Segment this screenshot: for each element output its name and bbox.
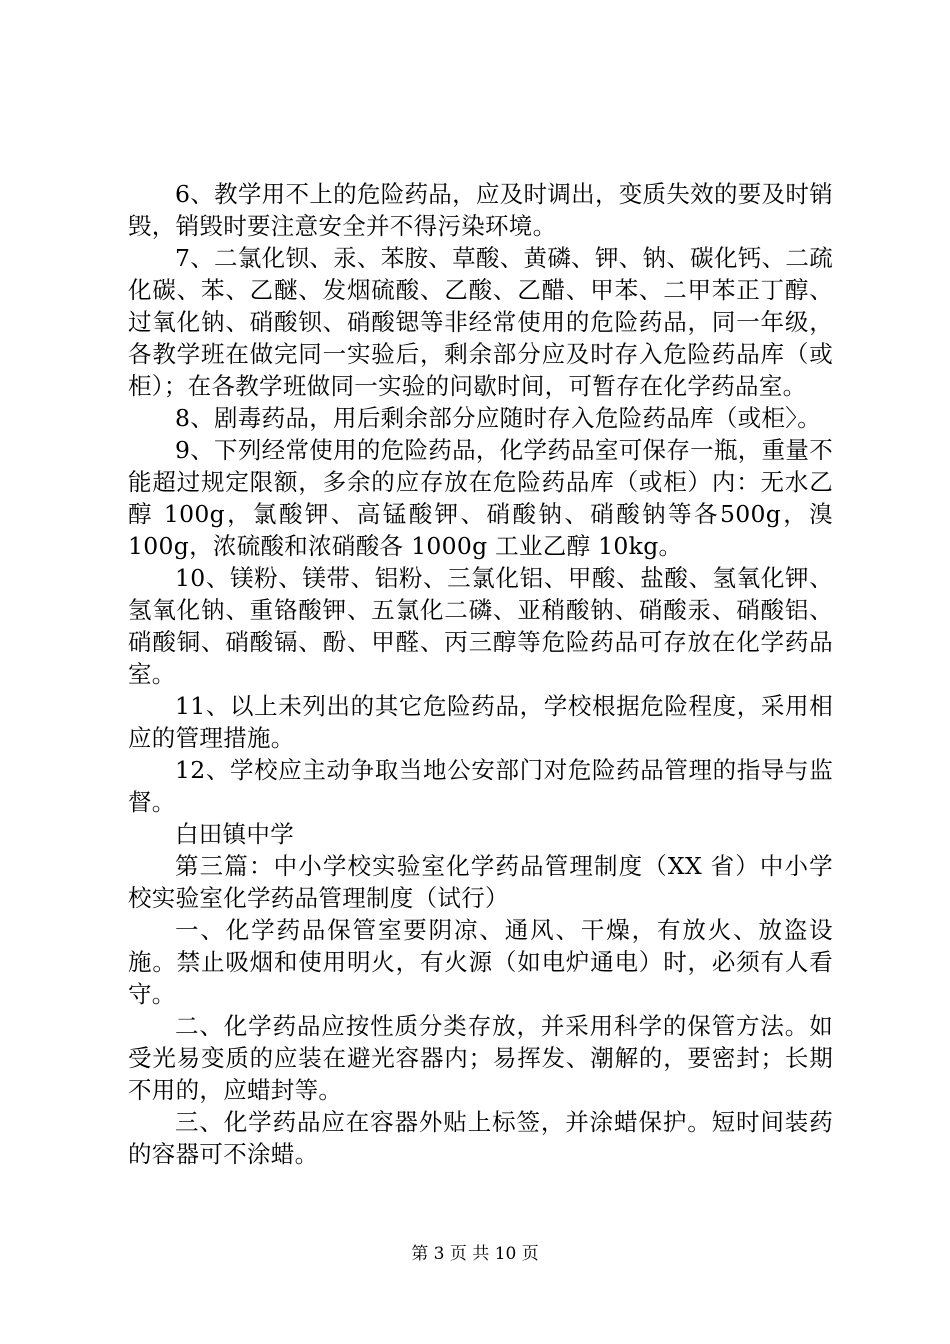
- page-number-footer: 第 3 页 共 10 页: [411, 1244, 539, 1264]
- rule-item-2: 二、化学药品应按性质分类存放，并采用科学的保管方法。如受光易变质的应装在避光容器内；易挥发、潮解的，要密封；长期不用的，应蜡封等。: [128, 1012, 833, 1104]
- rule-item-1: 一、化学药品保管室要阴凉、通风、干燥，有放火、放盗设施。禁止吸烟和使用明火，有火源（如电炉通电）时，必须有人看守。: [128, 916, 833, 1008]
- paragraph-item-11: 11、以上未列出的其它危险药品，学校根据危险程度，采用相应的管理措施。: [128, 692, 833, 752]
- paragraph-item-7: 7、二氯化钡、汞、苯胺、草酸、黄磷、钾、钠、碳化钙、二疏化碳、苯、乙醚、发烟硫酸、乙酸、乙醋、甲苯、二甲苯正丁醇、过氧化钠、硝酸钡、硝酸锶等非经常使用的危险药品，同一年级，各教学班在做完同一实验后，剩余部分应及时存入危险药品库（或柜）；在各教学班做同一实验的问歇时间，可暂存在化学药品室。: [128, 244, 833, 400]
- paragraph-item-10: 10、镁粉、镁带、铝粉、三氯化铝、甲酸、盐酸、氢氧化钾、氢氧化钠、重铬酸钾、五氯化二磷、亚稍酸钠、硝酸汞、硝酸铝、硝酸铜、硝酸镉、酚、甲醛、丙三醇等危险药品可存放在化学药品室。: [128, 564, 833, 688]
- school-signature: 白田镇中学: [175, 820, 294, 848]
- section-heading-part3: 第三篇：中小学校实验室化学药品管理制度（XX 省）中小学校实验室化学药品管理制度（试行）: [128, 852, 833, 912]
- paragraph-item-8: 8、剧毒药品，用后剩余部分应随时存入危险药品库（或柜〉。: [175, 404, 822, 432]
- document-body: [128, 178, 833, 1170]
- paragraph-item-12: 12、学校应主动争取当地公安部门对危险药品管理的指导与监督。: [128, 756, 833, 816]
- rule-item-3: 三、化学药品应在容器外贴上标签，并涂蜡保护。短时间装药的容器可不涂蜡。: [128, 1108, 833, 1168]
- paragraph-item-6: 6、教学用不上的危险药品，应及时调出，变质失效的要及时销毁，销毁时要注意安全并不得污染环境。: [128, 180, 833, 240]
- paragraph-item-9: 9、下列经常使用的危险药品，化学药品室可保存一瓶，重量不能超过规定限额，多余的应存放在危险药品库（或柜）内：无水乙醇 100g，氯酸钾、高锰酸钾、硝酸钠、硝酸钠等各500g，溴 100g，浓硫酸和浓硝酸各 1000g 工业乙醇 10kg。: [128, 436, 833, 560]
